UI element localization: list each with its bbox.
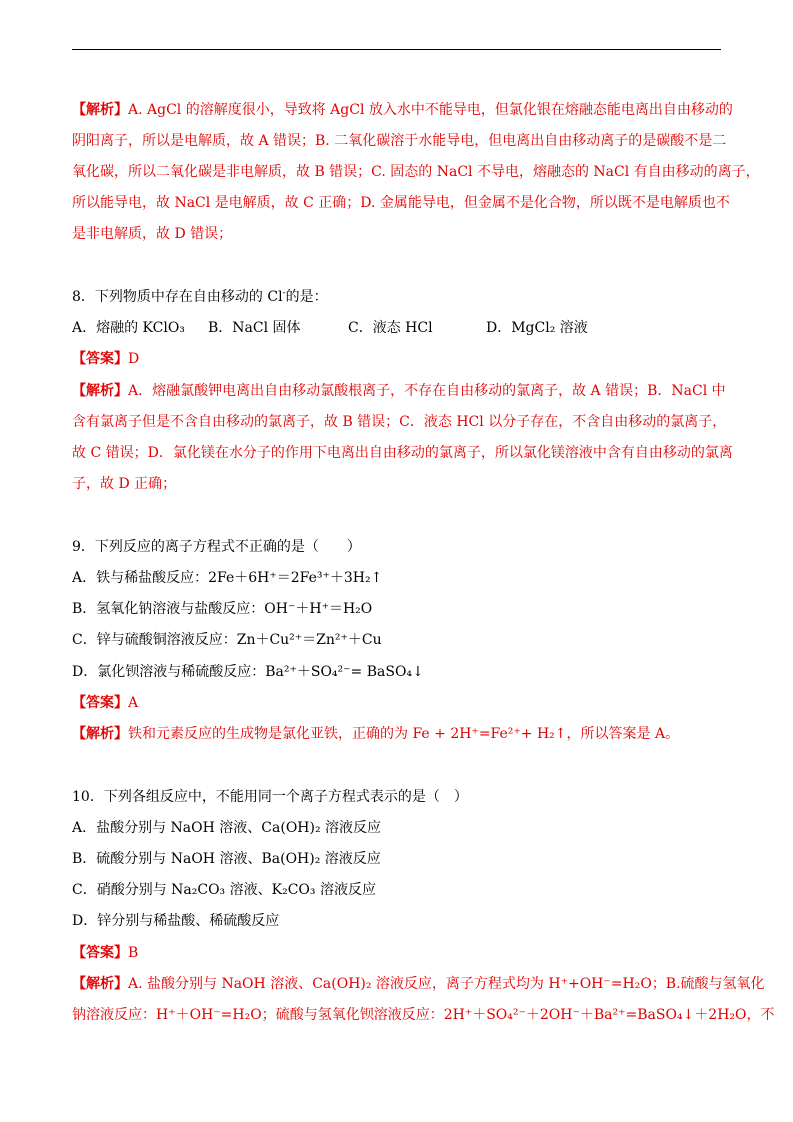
- header-rule: [72, 49, 721, 50]
- analysis-line: 钠溶液反应：H⁺＋OH⁻=H₂O；硫酸与氢氧化钡溶液反应：2H⁺＋SO₄²⁻＋2OH⁻＋Ba²⁺=BaSO₄↓＋2H₂O，不: [72, 1007, 775, 1023]
- option-b: B．氢氧化钠溶液与盐酸反应：OH⁻＋H⁺＝H₂O: [72, 601, 373, 617]
- answer-line: [72, 693, 138, 713]
- analysis-label: 【解析】: [72, 102, 128, 118]
- question-stem: 10．下列各组反应中，不能用同一个离子方程式表示的是（ ）: [72, 789, 468, 805]
- analysis-line: 【解析】A．熔融氯酸钾电离出自由移动氯酸根离子，不存在自由移动的氯离子，故 A 错误；B．NaCl 中: [72, 383, 726, 399]
- question-stem: 8．下列物质中存在自由移动的 Cl-的是：: [72, 288, 328, 305]
- answer-label: 【答案】: [72, 945, 128, 961]
- analysis-line: 子，故 D 正确；: [72, 476, 177, 492]
- option-d: D．氯化钡溶液与稀硫酸反应：Ba²⁺＋SO₄²⁻= BaSO₄↓: [72, 664, 424, 680]
- analysis-line: 是非电解质，故 D 错误；: [72, 226, 233, 242]
- analysis-label: 【解析】: [72, 383, 128, 399]
- analysis-line: 含有氯离子但是不含自由移动的氯离子，故 B 错误；C．液态 HCl 以分子存在，不含自由移动的氯离子，: [72, 414, 727, 430]
- analysis-line: 【解析】A. AgCl 的溶解度很小，导致将 AgCl 放入水中不能导电，但氯化银在熔融态能电离出自由移动的: [72, 102, 733, 118]
- analysis-label: 【解析】: [72, 726, 128, 742]
- analysis-line: 氧化碳，所以二氧化碳是非电解质，故 B 错误；C. 固态的 NaCl 不导电，熔融态的 NaCl 有自由移动的离子，: [72, 164, 760, 180]
- analysis-line: 【解析】A. 盐酸分别与 NaOH 溶液、Ca(OH)₂ 溶液反应，离子方程式均为 H⁺+OH⁻=H₂O；B.硫酸与氢氧化: [72, 976, 765, 992]
- question-stem: 9．下列反应的离子方程式不正确的是（ ）: [72, 539, 361, 555]
- option-b: B．NaCl 固体: [208, 320, 301, 336]
- option-a: A．铁与稀盐酸反应：2Fe＋6H⁺＝2Fe³⁺＋3H₂↑: [72, 570, 383, 586]
- option-a: A．盐酸分别与 NaOH 溶液、Ca(OH)₂ 溶液反应: [72, 820, 382, 836]
- analysis-line: 所以能导电，故 NaCl 是电解质，故 C 正确；D. 金属能导电，但金属不是化合物，所以既不是电解质也不: [72, 195, 730, 211]
- answer-value: B: [128, 945, 139, 961]
- answer-value: A: [128, 695, 139, 711]
- option-d: D．锌分别与稀盐酸、稀硫酸反应: [72, 913, 280, 929]
- answer-line: [72, 349, 139, 369]
- option-c: C．锌与硫酸铜溶液反应：Zn＋Cu²⁺＝Zn²⁺＋Cu: [72, 632, 382, 648]
- analysis-line: 【解析】铁和元素反应的生成物是氯化亚铁，正确的为 Fe + 2H⁺=Fe²⁺+ H₂↑，所以答案是 A。: [72, 726, 680, 742]
- option-b: B．硫酸分别与 NaOH 溶液、Ba(OH)₂ 溶液反应: [72, 851, 381, 867]
- analysis-line: 阴阳离子，所以是电解质，故 A 错误；B. 二氧化碳溶于水能导电，但电离出自由移动离子的是碳酸不是二: [72, 133, 727, 149]
- option-d: D．MgCl₂ 溶液: [486, 320, 588, 336]
- question-options: [72, 318, 588, 338]
- answer-label: 【答案】: [72, 351, 128, 367]
- analysis-label: 【解析】: [72, 976, 128, 992]
- answer-value: D: [128, 351, 140, 367]
- option-c: C．硝酸分别与 Na₂CO₃ 溶液、K₂CO₃ 溶液反应: [72, 882, 376, 898]
- option-a: A．熔融的 KClO₃: [72, 320, 185, 336]
- analysis-line: 故 C 错误；D．氯化镁在水分子的作用下电离出自由移动的氯离子，所以氯化镁溶液中含有自由移动的氯离: [72, 445, 733, 461]
- option-c: C．液态 HCl: [348, 320, 433, 336]
- answer-line: [72, 943, 138, 963]
- answer-label: 【答案】: [72, 695, 128, 711]
